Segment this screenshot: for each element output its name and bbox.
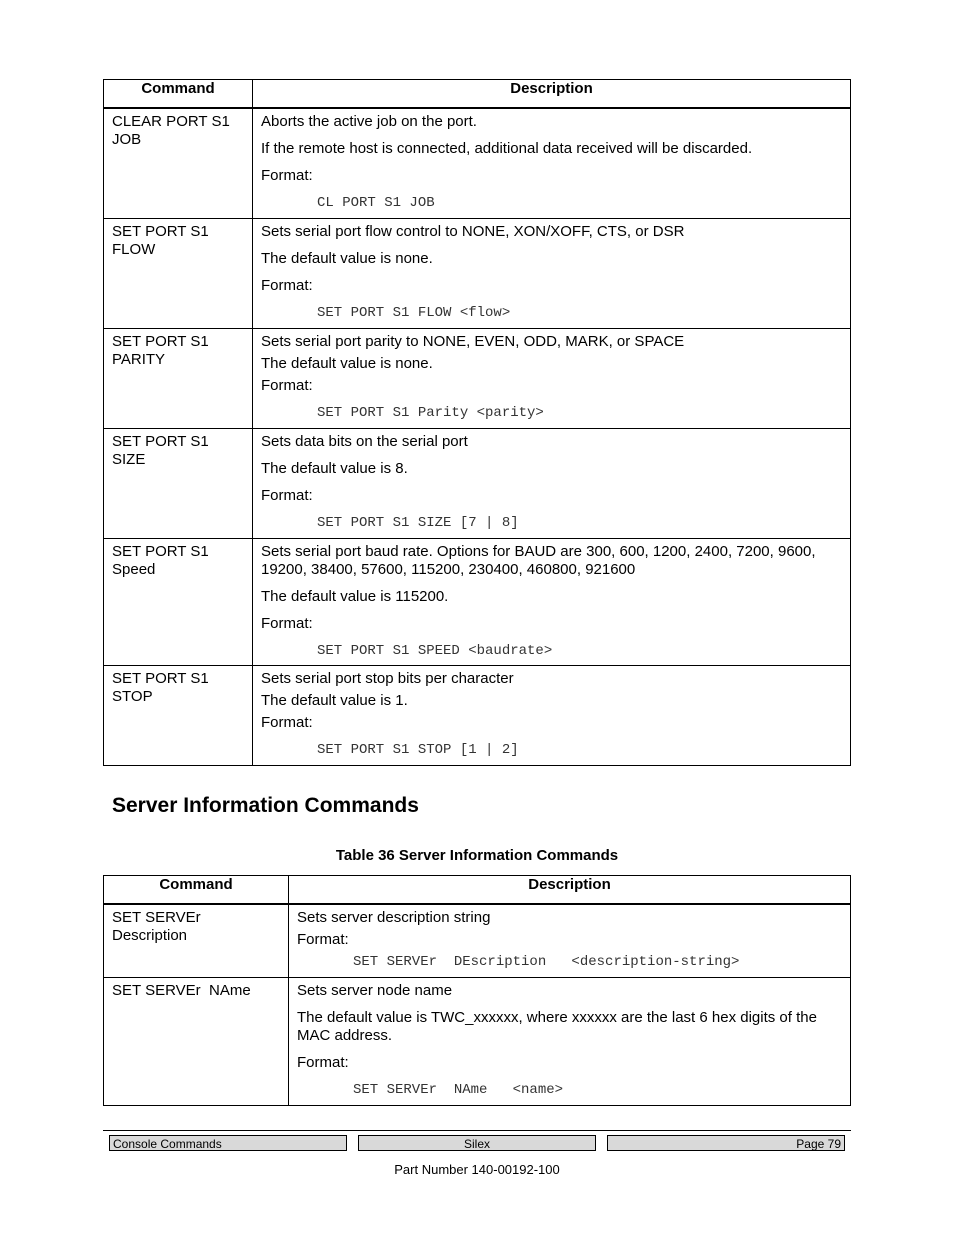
format-label: Format: [297, 931, 349, 948]
description-cell [253, 218, 851, 328]
command-cell [104, 328, 253, 428]
section-heading: Server Information Commands [112, 794, 419, 817]
command-name: CLEAR PORT S1 [112, 113, 230, 130]
command-name: SET PORT S1 [112, 332, 209, 350]
command-name: SET PORT S1 [112, 542, 209, 560]
command-name-cont: FLOW [112, 240, 156, 258]
command-cell [104, 218, 253, 328]
command-name: SET SERVEr NAme [112, 981, 251, 999]
table-header-row [104, 876, 851, 905]
format-label: Format: [261, 486, 313, 504]
part-number: Part Number 140-00192-100 [394, 1162, 560, 1177]
table-row [104, 538, 851, 665]
command-cell [104, 904, 289, 977]
command-name: SET PORT S1 [112, 669, 209, 687]
command-name: SET PORT S1 [112, 432, 209, 450]
format-label: Format: [261, 276, 313, 294]
description-text: The default value is none. [261, 354, 433, 372]
format-code: CL PORT S1 JOB [317, 195, 435, 211]
description-cell [289, 904, 851, 977]
command-name-cont: SIZE [112, 450, 146, 468]
table-row [104, 428, 851, 538]
description-cell [253, 328, 851, 428]
command-cell [104, 428, 253, 538]
format-label: Format: [261, 167, 313, 184]
description-text: If the remote host is connected, additional data received will be discarded. [261, 140, 753, 157]
command-cell [104, 665, 253, 765]
description-text: Sets serial port parity to NONE, EVEN, ODD, MARK, or SPACE [261, 332, 685, 350]
description-column-header: Description [253, 80, 851, 109]
description-text: Aborts the active job on the port. [261, 113, 477, 130]
footer-divider [103, 1130, 851, 1131]
description-text: The default value is TWC_xxxxxx, where xxxxxx are the last 6 hex digits of the MAC address. [297, 1008, 817, 1044]
format-code: SET PORT S1 Parity <parity> [317, 404, 544, 421]
format-code: SET PORT S1 FLOW <flow> [317, 304, 511, 321]
format-code: SET PORT S1 STOP [1 | 2] [317, 741, 519, 758]
format-label: Format: [261, 376, 313, 394]
description-text: The default value is none. [261, 249, 433, 267]
table-row [104, 218, 851, 328]
command-name: SET PORT S1 [112, 222, 209, 240]
footer-page-number: Page 79 [607, 1135, 845, 1151]
command-name-cont: PARITY [112, 350, 166, 368]
format-code: SET SERVEr DEscription <description-string> [353, 954, 740, 970]
description-cell [253, 538, 851, 665]
footer-company: Silex [358, 1135, 596, 1151]
table-row [104, 328, 851, 428]
port-commands-table [103, 79, 851, 766]
description-text: Sets serial port stop bits per character [261, 669, 514, 687]
command-name-cont: Description [112, 927, 188, 944]
description-text: Sets data bits on the serial port [261, 432, 468, 450]
description-text: The default value is 115200. [261, 587, 449, 605]
format-code: SET PORT S1 SIZE [7 | 8] [317, 514, 519, 531]
command-name-cont: JOB [112, 131, 142, 148]
command-name-cont: STOP [112, 687, 153, 705]
command-cell [104, 538, 253, 665]
table-row [104, 977, 851, 1105]
table-row [104, 665, 851, 765]
command-column-header: Command [104, 80, 253, 109]
table-caption: Table 36 Server Information Commands [335, 847, 619, 864]
table-row [104, 108, 851, 218]
format-code: SET SERVEr NAme <name> [353, 1081, 564, 1098]
command-name-cont: Speed [112, 560, 156, 578]
description-text: Sets serial port flow control to NONE, XON/XOFF, CTS, or DSR [261, 222, 685, 240]
command-column-header: Command [104, 876, 289, 905]
server-commands-table [103, 875, 851, 1106]
description-text: Sets server description string [297, 909, 491, 926]
format-code: SET PORT S1 SPEED <baudrate> [317, 642, 553, 659]
description-text: Sets serial port baud rate. Options for BAUD are 300, 600, 1200, 2400, 7200, 9600, 19200, 38400, 57600, 115200, 230400, 460800, 921600 [261, 542, 816, 578]
description-cell [253, 665, 851, 765]
description-text: The default value is 1. [261, 691, 408, 709]
description-cell [289, 977, 851, 1105]
description-text: The default value is 8. [261, 459, 408, 477]
table-header-row [104, 80, 851, 109]
format-label: Format: [297, 1053, 349, 1071]
footer-section-title: Console Commands [109, 1135, 347, 1151]
description-cell [253, 428, 851, 538]
format-label: Format: [261, 614, 313, 632]
description-text: Sets server node name [297, 981, 453, 999]
format-label: Format: [261, 713, 313, 731]
command-cell [104, 108, 253, 218]
command-cell [104, 977, 289, 1105]
table-row [104, 904, 851, 977]
description-cell [253, 108, 851, 218]
description-column-header: Description [289, 876, 851, 905]
command-name: SET SERVEr [112, 909, 201, 926]
